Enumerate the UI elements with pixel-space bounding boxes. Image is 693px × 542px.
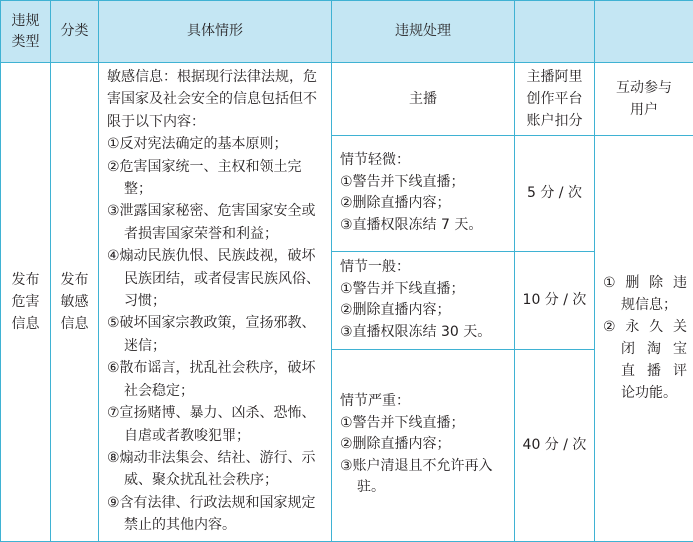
subheader-row xyxy=(1,63,693,136)
level-item: ③直播权限冻结 30 天。 xyxy=(340,322,510,344)
header-violation-type xyxy=(1,1,51,63)
level-item: ②删除直播内容； xyxy=(340,193,510,215)
users-subheader xyxy=(595,63,693,136)
header-detail xyxy=(99,1,332,63)
header-blank-1 xyxy=(515,1,595,63)
header-row xyxy=(1,1,693,63)
streamer-subheader xyxy=(332,63,515,136)
header-penalty-text: 违规处理 xyxy=(395,23,451,39)
level-minor-cell xyxy=(332,136,515,252)
points-moderate-text: 10 分 / 次 xyxy=(523,292,587,308)
detail-cell xyxy=(99,63,332,542)
level-item: ②删除直播内容； xyxy=(340,300,510,322)
users-subheader-text: 互动参与 用户 xyxy=(616,80,672,118)
category-cell xyxy=(51,63,99,542)
points-subheader-text: 主播阿里 创作平台 账户扣分 xyxy=(527,69,583,129)
header-penalty xyxy=(332,1,515,63)
level-title: 情节轻微： xyxy=(340,150,510,172)
detail-item: ①反对宪法确定的基本原则； xyxy=(107,133,327,155)
level-item: ①警告并下线直播； xyxy=(340,172,510,194)
level-item: ②删除直播内容； xyxy=(340,434,510,456)
header-blank-2 xyxy=(595,1,693,63)
level-title: 情节一般： xyxy=(340,257,510,279)
detail-item: ⑨含有法律、行政法规和国家规定禁止的其他内容。 xyxy=(107,492,327,537)
level-item: ③直播权限冻结 7 天。 xyxy=(340,215,510,237)
detail-item: ②危害国家统一、主权和领土完整； xyxy=(107,156,327,201)
points-minor-text: 5 分 / 次 xyxy=(527,185,582,201)
points-severe xyxy=(515,349,595,541)
points-severe-text: 40 分 / 次 xyxy=(523,437,587,453)
header-detail-text: 具体情形 xyxy=(187,23,243,39)
level-item: ①警告并下线直播； xyxy=(340,279,510,301)
level-item: ③账户清退且不允许再入驻。 xyxy=(340,456,510,499)
points-moderate xyxy=(515,251,595,349)
detail-intro: 敏感信息：根据现行法律法规，危害国家及社会安全的信息包括但不限于以下内容： xyxy=(107,66,327,133)
detail-item: ③泄露国家秘密、危害国家安全或者损害国家荣誉和利益； xyxy=(107,200,327,245)
detail-item: ⑥散布谣言，扰乱社会秩序，破坏社会稳定； xyxy=(107,357,327,402)
detail-item: ④煽动民族仇恨、民族歧视，破坏民族团结，或者侵害民族风俗、习惯； xyxy=(107,245,327,312)
detail-item: ⑧煽动非法集会、结社、游行、示威、聚众扰乱社会秩序； xyxy=(107,447,327,492)
streamer-subheader-text: 主播 xyxy=(409,91,437,107)
violation-type-cell xyxy=(1,63,51,542)
level-severe-cell xyxy=(332,349,515,541)
user-action-item: ① 删 除 违 规信息； xyxy=(603,272,687,316)
category-text: 发布 敏感 信息 xyxy=(61,272,89,332)
user-actions-cell xyxy=(595,136,693,542)
level-item: ①警告并下线直播； xyxy=(340,413,510,435)
detail-item: ⑦宣扬赌博、暴力、凶杀、恐怖、自虐或者教唆犯罪； xyxy=(107,402,327,447)
level-title: 情节严重： xyxy=(340,391,510,413)
header-category xyxy=(51,1,99,63)
points-subheader xyxy=(515,63,595,136)
header-category-text: 分类 xyxy=(61,23,89,39)
points-minor xyxy=(515,136,595,252)
detail-item: ⑤破坏国家宗教政策，宣扬邪教、迷信； xyxy=(107,312,327,357)
user-action-item: ② 永 久 关 闭 淘 宝 直 播 评 论功能。 xyxy=(603,316,687,404)
header-violation-type-text: 违规 类型 xyxy=(12,13,40,50)
violation-type-text: 发布 危害 信息 xyxy=(12,272,40,332)
level-moderate-cell xyxy=(332,251,515,349)
